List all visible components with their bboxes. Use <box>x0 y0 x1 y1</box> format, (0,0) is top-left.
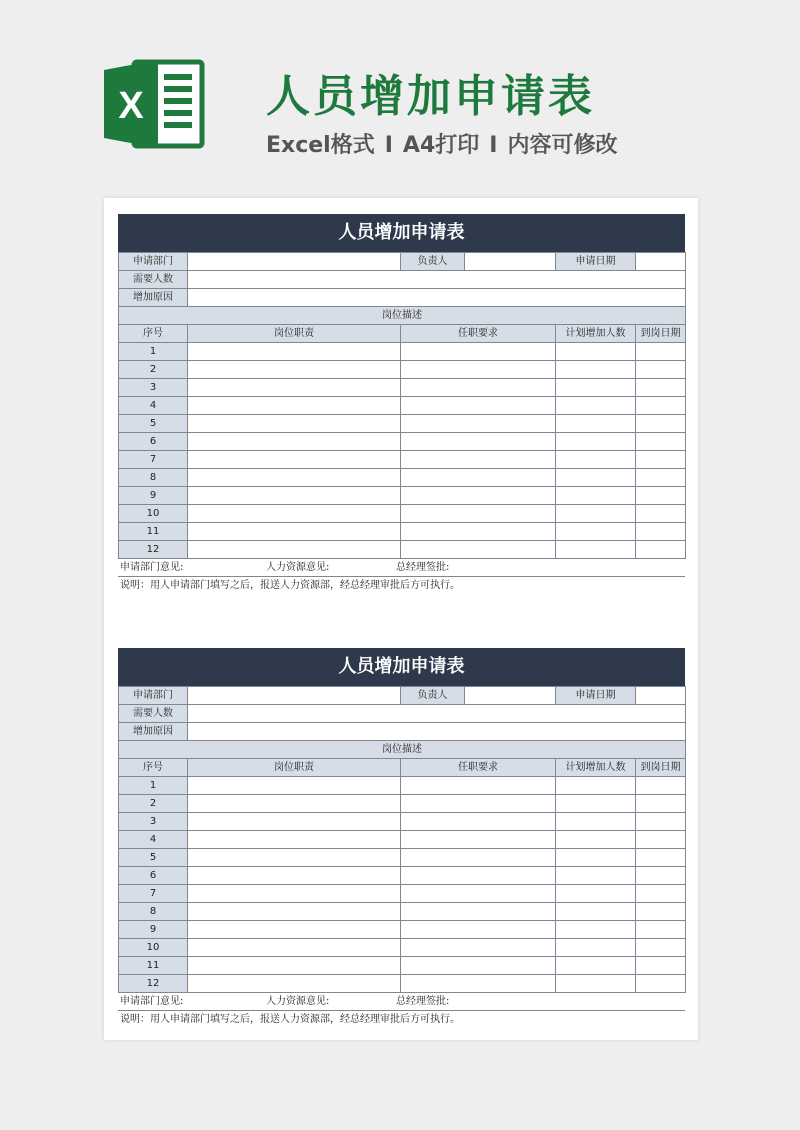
col-requirement-header: 任职要求 <box>401 325 556 343</box>
arrival-date-cell[interactable] <box>636 849 686 867</box>
row-index: 9 <box>119 921 188 939</box>
row-index: 4 <box>119 831 188 849</box>
duty-cell[interactable] <box>188 505 401 523</box>
section-row <box>119 741 686 759</box>
requirement-cell[interactable] <box>401 975 556 993</box>
headcount-value-cell[interactable] <box>188 705 686 723</box>
row-index: 2 <box>119 361 188 379</box>
gm-approval-label: 总经理签批: <box>396 996 450 1007</box>
requirement-cell[interactable] <box>401 849 556 867</box>
duty-cell[interactable] <box>188 813 401 831</box>
col-planned-count-header: 计划增加人数 <box>556 325 636 343</box>
arrival-date-cell[interactable] <box>636 361 686 379</box>
info-row-headcount <box>119 271 686 289</box>
requirement-cell[interactable] <box>401 433 556 451</box>
table-row <box>119 361 686 379</box>
requirement-cell[interactable] <box>401 957 556 975</box>
column-header-row <box>119 759 686 777</box>
arrival-date-cell[interactable] <box>636 469 686 487</box>
dept-value-cell[interactable] <box>188 687 401 705</box>
section-label: 岗位描述 <box>119 741 686 759</box>
requirement-cell[interactable] <box>401 541 556 559</box>
planned-count-cell[interactable] <box>556 813 636 831</box>
row-index: 10 <box>119 505 188 523</box>
planned-count-cell[interactable] <box>556 885 636 903</box>
section-label: 岗位描述 <box>119 307 686 325</box>
info-row-reason <box>119 289 686 307</box>
table-row <box>119 939 686 957</box>
row-index: 7 <box>119 451 188 469</box>
form-table <box>118 252 686 559</box>
col-requirement-header: 任职要求 <box>401 759 556 777</box>
date-value-cell[interactable] <box>636 253 686 271</box>
planned-count-cell[interactable] <box>556 957 636 975</box>
arrival-date-cell[interactable] <box>636 795 686 813</box>
duty-cell[interactable] <box>188 523 401 541</box>
duty-cell[interactable] <box>188 957 401 975</box>
planned-count-cell[interactable] <box>556 795 636 813</box>
form-table <box>118 686 686 993</box>
planned-count-cell[interactable] <box>556 379 636 397</box>
note-row <box>118 577 685 594</box>
arrival-date-cell[interactable] <box>636 831 686 849</box>
subtitle-separator: I <box>384 133 393 158</box>
owner-value-cell[interactable] <box>465 253 556 271</box>
duty-cell[interactable] <box>188 415 401 433</box>
duty-cell[interactable] <box>188 777 401 795</box>
requirement-cell[interactable] <box>401 397 556 415</box>
owner-value-cell[interactable] <box>465 687 556 705</box>
col-index-header: 序号 <box>119 759 188 777</box>
row-index: 8 <box>119 903 188 921</box>
row-index: 11 <box>119 957 188 975</box>
duty-cell[interactable] <box>188 361 401 379</box>
requirement-cell[interactable] <box>401 885 556 903</box>
planned-count-cell[interactable] <box>556 975 636 993</box>
subtitle-separator: I <box>489 133 498 158</box>
row-index: 2 <box>119 795 188 813</box>
arrival-date-cell[interactable] <box>636 397 686 415</box>
form-note: 说明：用人申请部门填写之后，报送人力资源部，经总经理审批后方可执行。 <box>120 580 460 591</box>
row-index: 12 <box>119 541 188 559</box>
note-row <box>118 1011 685 1028</box>
duty-cell[interactable] <box>188 921 401 939</box>
requirement-cell[interactable] <box>401 451 556 469</box>
table-row <box>119 451 686 469</box>
row-index: 4 <box>119 397 188 415</box>
requirement-cell[interactable] <box>401 867 556 885</box>
row-index: 5 <box>119 415 188 433</box>
section-row <box>119 307 686 325</box>
dept-opinion-label: 申请部门意见: <box>120 562 184 573</box>
arrival-date-cell[interactable] <box>636 433 686 451</box>
date-value-cell[interactable] <box>636 687 686 705</box>
requirement-cell[interactable] <box>401 523 556 541</box>
arrival-date-cell[interactable] <box>636 867 686 885</box>
arrival-date-cell[interactable] <box>636 813 686 831</box>
table-row <box>119 921 686 939</box>
arrival-date-cell[interactable] <box>636 957 686 975</box>
owner-label: 负责人 <box>401 687 465 705</box>
table-row <box>119 975 686 993</box>
planned-count-cell[interactable] <box>556 523 636 541</box>
headcount-value-cell[interactable] <box>188 271 686 289</box>
page-header <box>0 0 800 190</box>
col-arrival-date-header: 到岗日期 <box>636 325 686 343</box>
table-row <box>119 777 686 795</box>
requirement-cell[interactable] <box>401 903 556 921</box>
requirement-cell[interactable] <box>401 415 556 433</box>
duty-cell[interactable] <box>188 397 401 415</box>
reason-label: 增加原因 <box>119 723 188 741</box>
arrival-date-cell[interactable] <box>636 451 686 469</box>
headcount-label: 需要人数 <box>119 705 188 723</box>
position-rows <box>119 343 686 559</box>
planned-count-cell[interactable] <box>556 505 636 523</box>
row-index: 9 <box>119 487 188 505</box>
duty-cell[interactable] <box>188 541 401 559</box>
form-title: 人员增加申请表 <box>118 648 685 686</box>
planned-count-cell[interactable] <box>556 867 636 885</box>
duty-cell[interactable] <box>188 975 401 993</box>
requirement-cell[interactable] <box>401 361 556 379</box>
arrival-date-cell[interactable] <box>636 415 686 433</box>
arrival-date-cell[interactable] <box>636 541 686 559</box>
column-header-row <box>119 325 686 343</box>
col-duty-header: 岗位职责 <box>188 759 401 777</box>
duty-cell[interactable] <box>188 487 401 505</box>
request-form <box>118 214 685 594</box>
reason-value-cell[interactable] <box>188 723 686 741</box>
duty-cell[interactable] <box>188 343 401 361</box>
duty-cell[interactable] <box>188 795 401 813</box>
row-index: 6 <box>119 867 188 885</box>
dept-label: 申请部门 <box>119 687 188 705</box>
table-row <box>119 415 686 433</box>
info-row-headcount <box>119 705 686 723</box>
request-form <box>118 648 685 1028</box>
requirement-cell[interactable] <box>401 343 556 361</box>
row-index: 11 <box>119 523 188 541</box>
arrival-date-cell[interactable] <box>636 975 686 993</box>
duty-cell[interactable] <box>188 849 401 867</box>
duty-cell[interactable] <box>188 939 401 957</box>
subtitle-print: A4打印 <box>402 133 480 158</box>
row-index: 12 <box>119 975 188 993</box>
paper-sheet <box>104 198 698 1040</box>
signature-row <box>118 993 685 1011</box>
requirement-cell[interactable] <box>401 379 556 397</box>
dept-value-cell[interactable] <box>188 253 401 271</box>
reason-value-cell[interactable] <box>188 289 686 307</box>
position-rows <box>119 777 686 993</box>
planned-count-cell[interactable] <box>556 903 636 921</box>
planned-count-cell[interactable] <box>556 433 636 451</box>
requirement-cell[interactable] <box>401 813 556 831</box>
date-label: 申请日期 <box>556 253 636 271</box>
table-row <box>119 469 686 487</box>
requirement-cell[interactable] <box>401 795 556 813</box>
arrival-date-cell[interactable] <box>636 777 686 795</box>
arrival-date-cell[interactable] <box>636 487 686 505</box>
planned-count-cell[interactable] <box>556 777 636 795</box>
owner-label: 负责人 <box>401 253 465 271</box>
planned-count-cell[interactable] <box>556 415 636 433</box>
planned-count-cell[interactable] <box>556 921 636 939</box>
subtitle-editable: 内容可修改 <box>507 133 618 158</box>
table-row <box>119 903 686 921</box>
row-index: 3 <box>119 379 188 397</box>
requirement-cell[interactable] <box>401 831 556 849</box>
planned-count-cell[interactable] <box>556 541 636 559</box>
duty-cell[interactable] <box>188 831 401 849</box>
planned-count-cell[interactable] <box>556 469 636 487</box>
arrival-date-cell[interactable] <box>636 343 686 361</box>
arrival-date-cell[interactable] <box>636 885 686 903</box>
table-row <box>119 397 686 415</box>
row-index: 10 <box>119 939 188 957</box>
arrival-date-cell[interactable] <box>636 921 686 939</box>
table-row <box>119 831 686 849</box>
planned-count-cell[interactable] <box>556 849 636 867</box>
requirement-cell[interactable] <box>401 921 556 939</box>
headcount-label: 需要人数 <box>119 271 188 289</box>
excel-logo-icon <box>104 58 206 150</box>
info-row-dept <box>119 687 686 705</box>
table-row <box>119 867 686 885</box>
table-row <box>119 795 686 813</box>
signature-row <box>118 559 685 577</box>
col-planned-count-header: 计划增加人数 <box>556 759 636 777</box>
duty-cell[interactable] <box>188 433 401 451</box>
requirement-cell[interactable] <box>401 777 556 795</box>
row-index: 1 <box>119 777 188 795</box>
reason-label: 增加原因 <box>119 289 188 307</box>
dept-opinion-label: 申请部门意见: <box>120 996 184 1007</box>
requirement-cell[interactable] <box>401 469 556 487</box>
table-row <box>119 379 686 397</box>
col-arrival-date-header: 到岗日期 <box>636 759 686 777</box>
planned-count-cell[interactable] <box>556 831 636 849</box>
hr-opinion-label: 人力资源意见: <box>266 996 330 1007</box>
col-duty-header: 岗位职责 <box>188 325 401 343</box>
gm-approval-label: 总经理签批: <box>396 562 450 573</box>
table-row <box>119 505 686 523</box>
table-row <box>119 957 686 975</box>
planned-count-cell[interactable] <box>556 343 636 361</box>
subtitle-format: Excel格式 <box>266 133 375 158</box>
duty-cell[interactable] <box>188 379 401 397</box>
requirement-cell[interactable] <box>401 939 556 957</box>
row-index: 3 <box>119 813 188 831</box>
table-row <box>119 813 686 831</box>
arrival-date-cell[interactable] <box>636 523 686 541</box>
duty-cell[interactable] <box>188 469 401 487</box>
logo-letter: X <box>118 85 144 127</box>
duty-cell[interactable] <box>188 867 401 885</box>
form-title: 人员增加申请表 <box>118 214 685 252</box>
hr-opinion-label: 人力资源意见: <box>266 562 330 573</box>
date-label: 申请日期 <box>556 687 636 705</box>
page-subtitle <box>266 128 617 159</box>
planned-count-cell[interactable] <box>556 361 636 379</box>
info-row-reason <box>119 723 686 741</box>
table-row <box>119 885 686 903</box>
duty-cell[interactable] <box>188 903 401 921</box>
planned-count-cell[interactable] <box>556 451 636 469</box>
planned-count-cell[interactable] <box>556 487 636 505</box>
requirement-cell[interactable] <box>401 505 556 523</box>
table-row <box>119 523 686 541</box>
row-index: 6 <box>119 433 188 451</box>
dept-label: 申请部门 <box>119 253 188 271</box>
row-index: 8 <box>119 469 188 487</box>
planned-count-cell[interactable] <box>556 397 636 415</box>
col-index-header: 序号 <box>119 325 188 343</box>
table-row <box>119 433 686 451</box>
arrival-date-cell[interactable] <box>636 939 686 957</box>
arrival-date-cell[interactable] <box>636 505 686 523</box>
info-row-dept <box>119 253 686 271</box>
arrival-date-cell[interactable] <box>636 903 686 921</box>
table-row <box>119 849 686 867</box>
row-index: 1 <box>119 343 188 361</box>
duty-cell[interactable] <box>188 451 401 469</box>
row-index: 5 <box>119 849 188 867</box>
table-row <box>119 487 686 505</box>
form-note: 说明：用人申请部门填写之后，报送人力资源部，经总经理审批后方可执行。 <box>120 1014 460 1025</box>
requirement-cell[interactable] <box>401 487 556 505</box>
table-row <box>119 541 686 559</box>
table-row <box>119 343 686 361</box>
arrival-date-cell[interactable] <box>636 379 686 397</box>
row-index: 7 <box>119 885 188 903</box>
planned-count-cell[interactable] <box>556 939 636 957</box>
page-title: 人员增加申请表 <box>266 71 595 122</box>
duty-cell[interactable] <box>188 885 401 903</box>
